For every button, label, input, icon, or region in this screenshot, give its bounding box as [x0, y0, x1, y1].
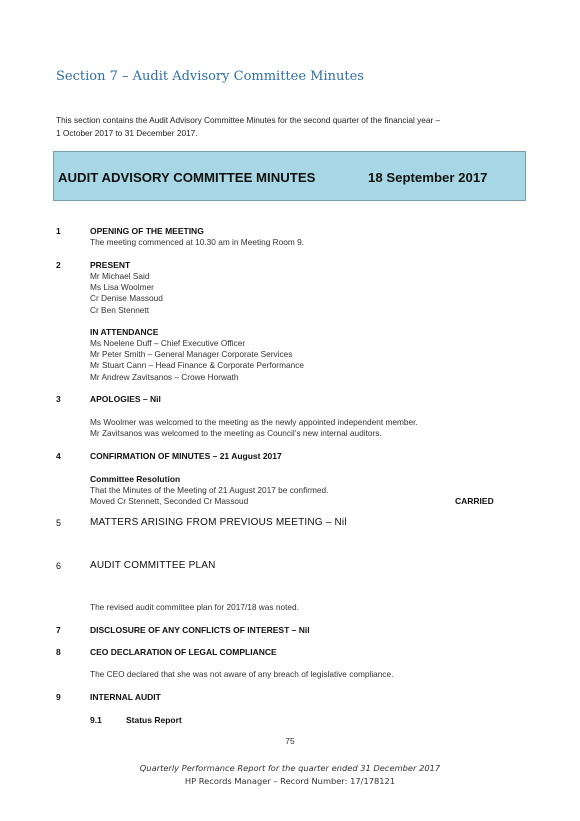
footer-report-title: Quarterly Performance Report for the quarter ended 31 December 2017: [139, 763, 441, 773]
resolution-text: [90, 485, 328, 507]
item-heading: DISCLOSURE OF ANY CONFLICTS OF INTEREST – Nil: [90, 625, 310, 635]
carried-label: CARRIED: [455, 496, 494, 506]
text-line: Mr Zavitsanos was welcomed to the meeting as Council’s new internal auditors.: [90, 428, 382, 439]
item-heading: MATTERS ARISING FROM PREVIOUS MEETING – Nil: [90, 517, 347, 528]
item-heading: INTERNAL AUDIT: [90, 692, 161, 702]
text-line: The CEO declared that she was not aware of any breach of legislative compliance.: [90, 669, 394, 679]
item-text: [90, 669, 393, 680]
item-number: 8: [56, 647, 61, 657]
list-item: Mr Michael Said: [90, 271, 150, 281]
list-item: Mr Peter Smith – General Manager Corporate Services: [90, 349, 293, 360]
list-item: Mr Stuart Cann – Head Finance & Corporate Performance: [90, 360, 304, 371]
item-heading: APOLOGIES – Nil: [90, 394, 161, 404]
banner-title: AUDIT ADVISORY COMMITTEE MINUTES: [58, 170, 316, 185]
attendance-list: [90, 338, 304, 383]
banner-date: 18 September 2017: [368, 170, 488, 185]
resolution-heading: Committee Resolution: [90, 474, 181, 484]
text-line: The revised audit committee plan for 2017/18 was noted.: [90, 602, 299, 612]
text-line: The meeting commenced at 10.30 am in Meeting Room 9.: [90, 237, 304, 247]
list-item: Ms Lisa Woolmer: [90, 282, 154, 293]
intro-line: This section contains the Audit Advisory Committee Minutes for the second quarter of the financial year –: [56, 115, 441, 125]
item-heading: CONFIRMATION OF MINUTES – 21 August 2017: [90, 451, 282, 461]
item-heading: CEO DECLARATION OF LEGAL COMPLIANCE: [90, 647, 277, 657]
text-line: Moved Cr Stennett, Seconded Cr Massoud: [90, 496, 249, 507]
text-line: Ms Woolmer was welcomed to the meeting as the newly appointed independent member.: [90, 417, 418, 427]
sub-item-number: 9.1: [90, 715, 102, 725]
page-number: 75: [285, 736, 295, 746]
list-item: Cr Denise Massoud: [90, 293, 163, 304]
item-number: 5: [56, 518, 62, 528]
footer-record-number: HP Records Manager – Record Number: 17/178121: [184, 776, 396, 786]
sub-item-heading: Status Report: [126, 715, 182, 725]
intro-line: 1 October 2017 to 31 December 2017.: [56, 128, 198, 138]
present-list: [90, 271, 163, 316]
item-number: 4: [56, 451, 61, 461]
text-line: That the Minutes of the Meeting of 21 August 2017 be confirmed.: [90, 485, 329, 495]
attendance-heading: IN ATTENDANCE: [90, 327, 159, 337]
item-number: 1: [56, 226, 61, 236]
section-title: Section 7 – Audit Advisory Committee Minutes: [56, 69, 364, 84]
item-number: 2: [56, 260, 61, 270]
item-number: 3: [56, 394, 61, 404]
item-heading: PRESENT: [90, 260, 131, 270]
item-number: 7: [56, 625, 61, 635]
item-number: 9: [56, 692, 61, 702]
item-text: [90, 417, 418, 439]
item-number: 6: [56, 561, 62, 571]
item-heading: OPENING OF THE MEETING: [90, 226, 204, 236]
intro-paragraph: [56, 114, 526, 140]
item-heading: AUDIT COMMITTEE PLAN: [90, 560, 216, 571]
list-item: Mr Andrew Zavitsanos – Crowe Horwath: [90, 371, 239, 382]
list-item: Cr Ben Stennett: [90, 304, 150, 315]
minutes-banner: [53, 151, 526, 201]
item-text: [90, 602, 299, 613]
item-text: [90, 237, 304, 248]
list-item: Ms Noelene Duff – Chief Executive Officer: [90, 338, 246, 348]
